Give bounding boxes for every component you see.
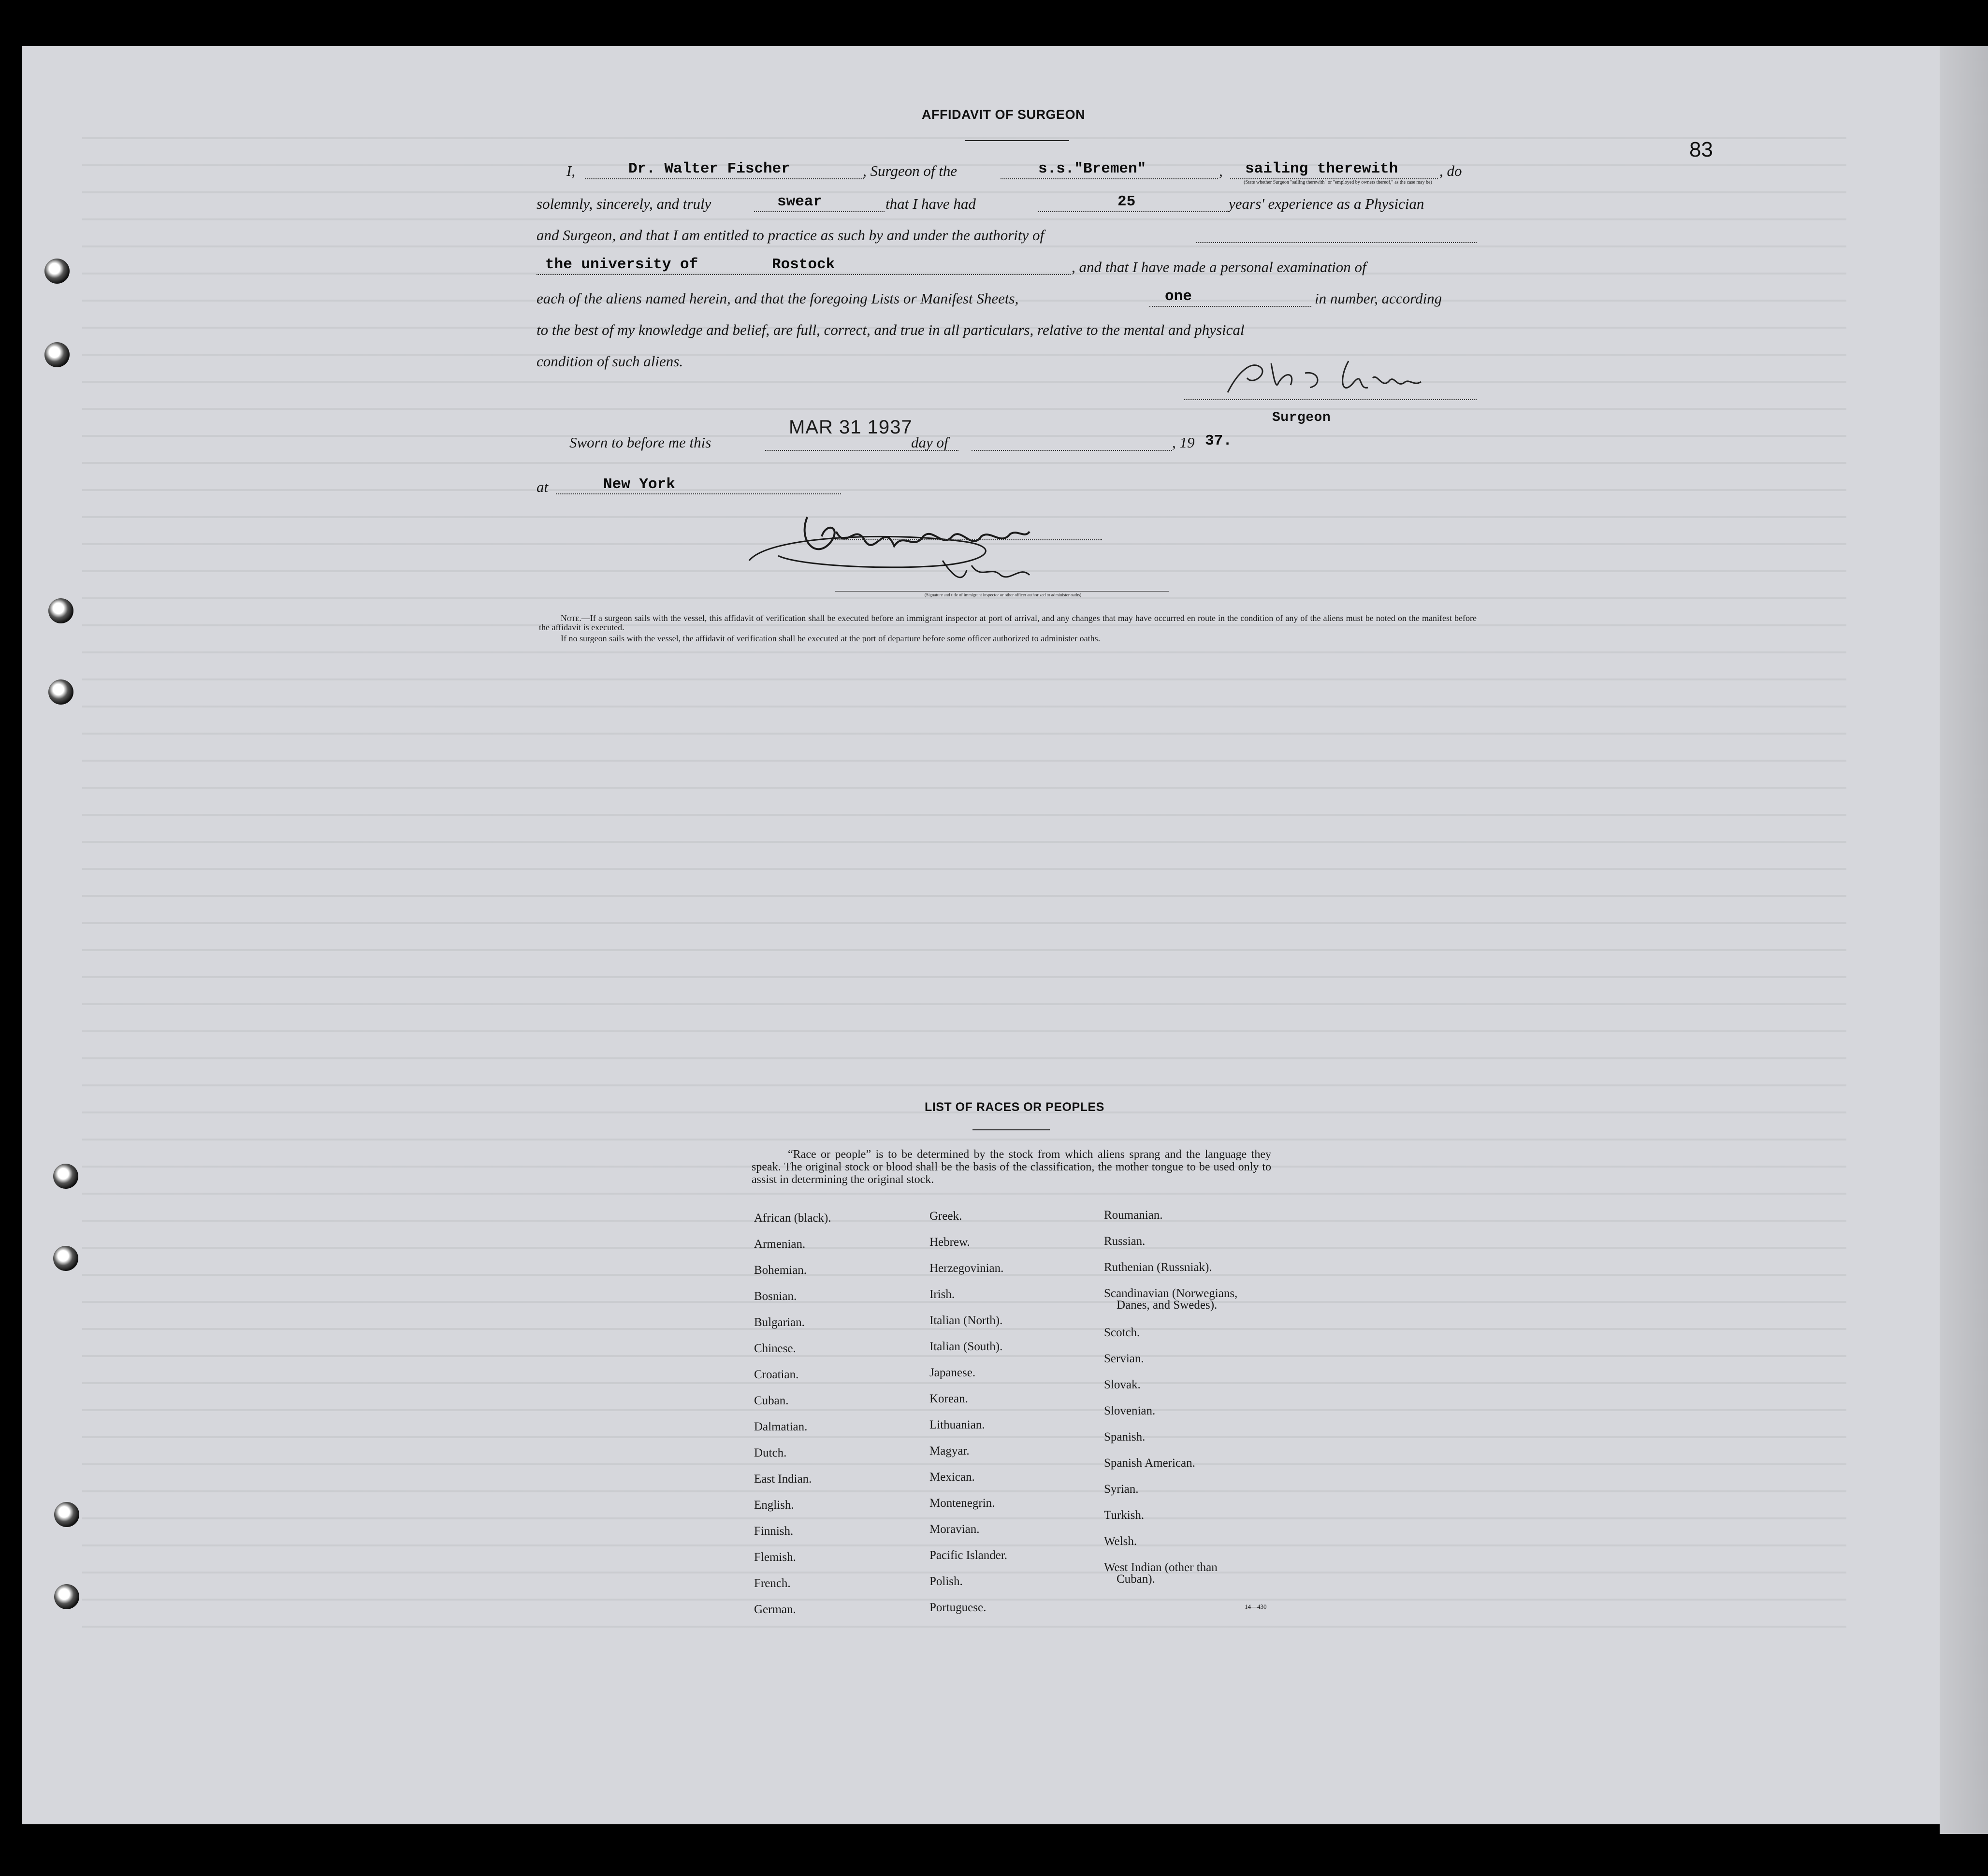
page-edge — [1940, 46, 1988, 1834]
blank-line — [1149, 305, 1311, 307]
signature-line — [835, 591, 1169, 592]
affidavit-text: , do — [1439, 162, 1462, 179]
surgeon-capacity: sailing therewith — [1245, 160, 1398, 177]
race-item: Scandinavian (Norwegians, — [1104, 1287, 1238, 1300]
authority-name: the university of — [545, 256, 698, 273]
race-item: Roumanian. — [1104, 1209, 1163, 1222]
race-item: German. — [754, 1603, 796, 1616]
blank-line — [556, 493, 841, 494]
title-rule — [965, 140, 1069, 141]
blank-line — [972, 449, 1172, 451]
punch-hole — [48, 679, 73, 705]
race-item: Ruthenian (Russniak). — [1104, 1261, 1212, 1274]
race-item: English. — [754, 1499, 794, 1512]
race-item: West Indian (other than — [1104, 1561, 1218, 1574]
race-item: Spanish American. — [1104, 1457, 1195, 1470]
race-item: Welsh. — [1104, 1535, 1137, 1548]
sworn-year: 37. — [1205, 433, 1232, 449]
affidavit-text: , — [1219, 162, 1223, 179]
oath-type: swear — [777, 193, 823, 210]
race-item: Finnish. — [754, 1525, 794, 1538]
punch-hole — [44, 259, 70, 284]
blank-line — [1001, 178, 1218, 179]
affidavit-text: condition of such aliens. — [537, 353, 683, 370]
race-item: Flemish. — [754, 1551, 796, 1564]
race-item: Bulgarian. — [754, 1316, 805, 1329]
race-item: Italian (North). — [929, 1314, 1003, 1327]
sworn-place: New York — [603, 476, 675, 493]
note-label: Note. — [561, 613, 581, 623]
affidavit-text: in number, according — [1315, 290, 1442, 307]
race-item: Herzegovinian. — [929, 1262, 1004, 1275]
title-rule — [972, 1129, 1050, 1130]
surgeon-signature — [1218, 344, 1469, 402]
race-item: Cuban). — [1117, 1573, 1155, 1586]
race-item: Slovak. — [1104, 1378, 1141, 1391]
race-item: Polish. — [929, 1575, 963, 1588]
affidavit-text: years' experience as a Physician — [1229, 195, 1424, 212]
affidavit-title: AFFIDAVIT OF SURGEON — [922, 107, 1085, 122]
form-number: 14—430 — [1245, 1603, 1267, 1610]
inspector-signature — [740, 503, 1088, 594]
affidavit-text: Sworn to before me this — [569, 434, 711, 451]
surgeon-name: Dr. Walter Fischer — [628, 160, 790, 177]
race-item: Irish. — [929, 1288, 955, 1301]
race-item: Moravian. — [929, 1523, 980, 1536]
race-item: Scotch. — [1104, 1326, 1140, 1339]
note-paragraph: If no surgeon sails with the vessel, the affidavit of verification shall be executed at the port of departure before some officer authorized to administer oaths. — [561, 634, 1101, 643]
punch-hole — [48, 598, 73, 623]
signature-caption: (Signature and title of immigrant inspector or other officer authorized to administer oaths) — [924, 592, 1082, 597]
race-item: Spanish. — [1104, 1430, 1146, 1443]
punch-hole — [53, 1246, 78, 1271]
punch-hole — [44, 342, 70, 367]
races-title: LIST OF RACES OR PEOPLES — [925, 1100, 1104, 1114]
race-item: Dutch. — [754, 1446, 787, 1459]
affidavit-text: , 19 — [1172, 434, 1195, 451]
race-item: Chinese. — [754, 1342, 796, 1355]
blank-line — [1196, 242, 1477, 243]
race-item: Danes, and Swedes). — [1117, 1299, 1218, 1312]
affidavit-text: I, — [566, 162, 576, 179]
surgeon-label: Surgeon — [1272, 410, 1331, 425]
blank-line — [537, 274, 1071, 275]
page-number: 83 — [1689, 138, 1713, 161]
race-item: Korean. — [929, 1392, 968, 1405]
race-item: East Indian. — [754, 1472, 812, 1486]
affidavit-text: each of the aliens named herein, and that the foregoing Lists or Manifest Sheets, — [537, 290, 1019, 307]
blank-line — [1230, 178, 1438, 179]
authority-city: Rostock — [772, 256, 835, 273]
race-item: Dalmatian. — [754, 1420, 808, 1433]
race-item: Bohemian. — [754, 1264, 807, 1277]
race-item: Lithuanian. — [929, 1418, 985, 1431]
race-item: Magyar. — [929, 1444, 970, 1458]
race-item: Italian (South). — [929, 1340, 1003, 1353]
years-experience: 25 — [1117, 193, 1136, 210]
capacity-note: (State whether Surgeon "sailing therewith" or "employed by owners thereof," as the case may be) — [1244, 180, 1432, 185]
race-item: Cuban. — [754, 1394, 789, 1407]
race-item: Armenian. — [754, 1238, 806, 1251]
race-item: Greek. — [929, 1210, 962, 1223]
race-item: Portuguese. — [929, 1601, 987, 1614]
race-item: Russian. — [1104, 1235, 1146, 1248]
race-item: Syrian. — [1104, 1483, 1139, 1496]
race-item: Mexican. — [929, 1471, 975, 1484]
race-item: Pacific Islander. — [929, 1549, 1008, 1562]
affidavit-text: and Surgeon, and that I am entitled to practice as such by and under the authority of — [537, 227, 1045, 244]
race-item: Slovenian. — [1104, 1404, 1156, 1417]
affidavit-text: solemnly, sincerely, and truly — [537, 195, 711, 212]
blank-line — [1038, 211, 1227, 212]
race-item: Turkish. — [1104, 1509, 1145, 1522]
vessel-name: s.s."Bremen" — [1038, 160, 1146, 177]
punch-hole — [53, 1164, 78, 1189]
punch-hole — [54, 1584, 79, 1609]
races-intro: “Race or people” is to be determined by the stock from which aliens sprang and the language they speak. The original stock or blood shall be the basis of the classification, the mother tongue to be used only to assist in determining the original stock. — [752, 1148, 1271, 1186]
signature-line — [835, 539, 1102, 540]
note-paragraph — [539, 614, 1477, 632]
race-item: African (black). — [754, 1212, 831, 1225]
race-item: French. — [754, 1577, 791, 1590]
sheet-count: one — [1165, 288, 1192, 305]
race-item: Hebrew. — [929, 1236, 970, 1249]
race-item: Bosnian. — [754, 1290, 797, 1303]
signature-line — [1184, 399, 1477, 400]
affidavit-text: , Surgeon of the — [863, 162, 958, 179]
blank-line — [754, 211, 885, 212]
affidavit-text: , and that I have made a personal examination of — [1072, 259, 1366, 275]
date-stamp: MAR 31 1937 — [789, 417, 913, 438]
race-item: Servian. — [1104, 1352, 1144, 1365]
race-item: Montenegrin. — [929, 1497, 995, 1510]
affidavit-text: day of — [911, 434, 948, 451]
affidavit-text: at — [537, 478, 549, 495]
punch-hole — [54, 1502, 79, 1527]
note-text: —If a surgeon sails with the vessel, this affidavit of verification shall be executed before an immigrant inspector at port of arrival, and any changes that may have occurred en route in the condition of any of the aliens must be noted on the manifest before the affidavit is executed. — [539, 613, 1477, 632]
affidavit-text: that I have had — [885, 195, 976, 212]
affidavit-text: to the best of my knowledge and belief, are full, correct, and true in all particulars, relative to the mental and physical — [537, 321, 1245, 338]
blank-line — [585, 178, 864, 179]
race-item: Japanese. — [929, 1366, 976, 1379]
race-item: Croatian. — [754, 1368, 799, 1381]
